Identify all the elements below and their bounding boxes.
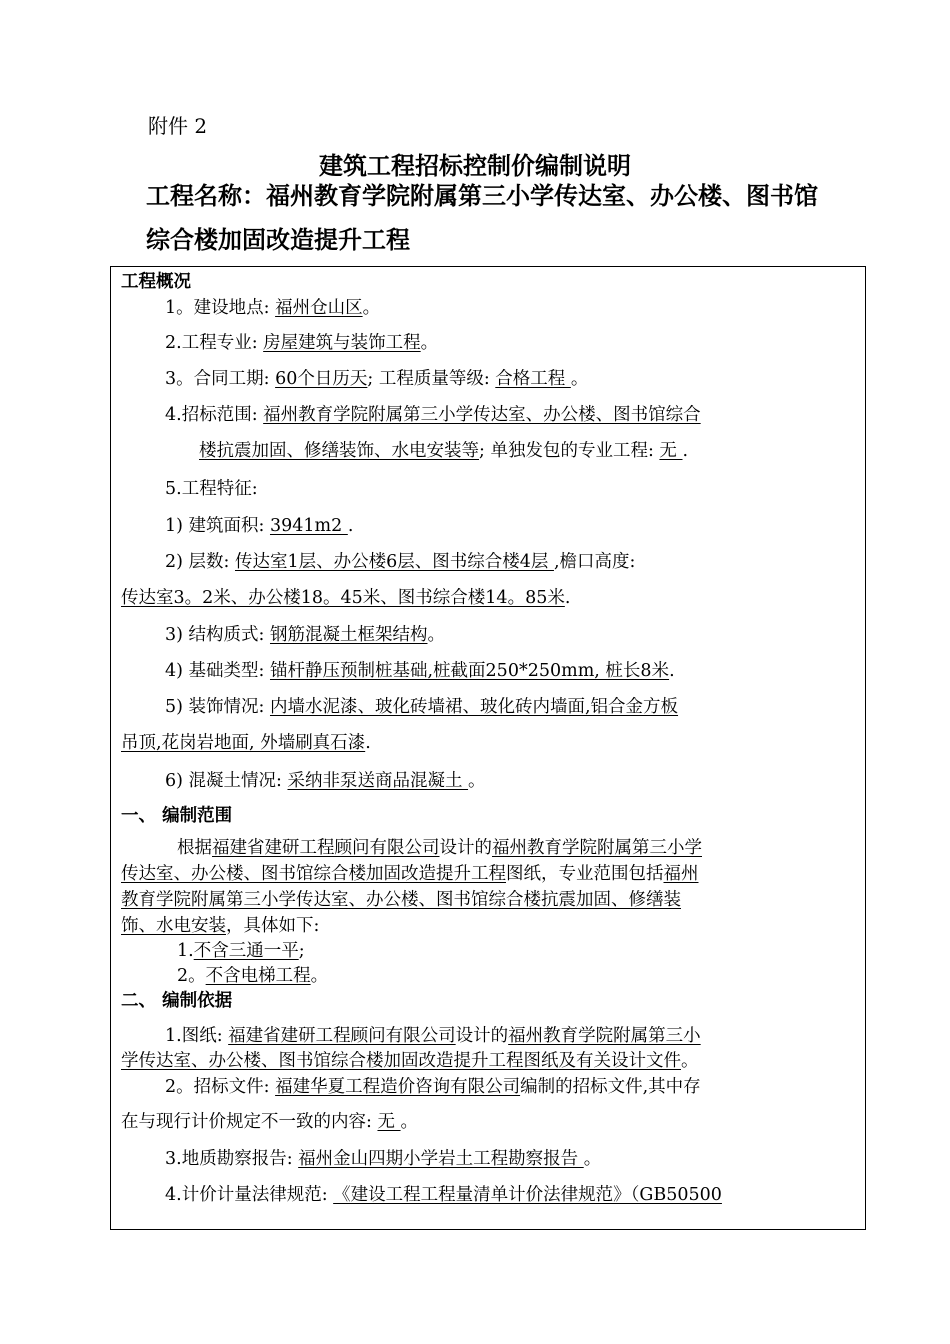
scope-paragraph-line4: 饰、水电安装，具体如下: <box>121 916 320 936</box>
overview-item-features: 5.工程特征: <box>165 479 258 499</box>
basis-drawings-line2: 学传达室、办公楼、图书馆综合楼加固改造提升工程图纸及有关设计文件。 <box>121 1051 699 1071</box>
scope-paragraph-line1: 根据福建省建研工程顾问有限公司设计的福州教育学院附属第三小学 <box>177 838 702 858</box>
scope-heading: 一、 编制范围 <box>121 806 233 826</box>
project-name-value: 福州教育学院附属第三小学传达室、办公楼、图书馆综合楼加固改造提升工程 <box>146 182 818 254</box>
overview-item-discipline: 2.工程专业: 房屋建筑与装饰工程。 <box>165 333 439 353</box>
overview-item-scope-line1: 4.招标范围: 福州教育学院附属第三小学传达室、办公楼、图书馆综合 <box>165 405 701 425</box>
feature-structure: 3) 结构质式: 钢筋混凝土框架结构。 <box>165 625 445 645</box>
content-frame <box>110 266 866 1230</box>
overview-item-scope-line2: 楼抗震加固、修缮装饰、水电安装等; 单独发包的专业工程: 无 . <box>199 441 689 461</box>
overview-item-location: 1。建设地点: 福州仓山区。 <box>165 298 381 318</box>
basis-tender-line1: 2。招标文件: 福建华夏工程造价咨询有限公司编制的招标文件,其中存 <box>165 1077 701 1097</box>
scope-exclusion-1: 1.不含三通一平; <box>177 941 305 961</box>
feature-decoration-line1: 5) 装饰情况: 内墙水泥漆、玻化砖墙裙、玻化砖内墙面,铝合金方板 <box>165 697 679 717</box>
feature-foundation: 4) 基础类型: 锚杆静压预制桩基础,桩截面250*250mm, 桩长8米. <box>165 661 675 681</box>
project-name <box>146 174 836 262</box>
basis-drawings-line1: 1.图纸: 福建省建研工程顾问有限公司设计的福州教育学院附属第三小 <box>165 1026 701 1046</box>
basis-heading: 二、 编制依据 <box>121 991 233 1011</box>
document-title: 建筑工程招标控制价编制说明 <box>319 152 631 180</box>
feature-eaves-height: 传达室3。2米、办公楼18。45米、图书综合楼14。85米. <box>121 588 571 608</box>
feature-floors: 2) 层数: 传达室1层、办公楼6层、图书综合楼4层 ,檐口高度: <box>165 552 636 572</box>
overview-heading: 工程概况 <box>121 272 191 292</box>
project-name-label: 工程名称： <box>146 182 266 210</box>
overview-item-period: 3。合同工期: 60个日历天; 工程质量等级: 合格工程 。 <box>165 369 589 389</box>
basis-pricing-standard: 4.计价计量法律规范: 《建设工程工程量清单计价法律规范》（GB50500 <box>165 1185 722 1205</box>
scope-paragraph-line3: 教育学院附属第三小学传达室、办公楼、图书馆综合楼抗震加固、修缮装 <box>121 890 681 910</box>
feature-area: 1) 建筑面积: 3941m2 . <box>165 516 354 536</box>
feature-concrete: 6) 混凝土情况: 采纳非泵送商品混凝土 。 <box>165 771 486 791</box>
basis-geology-report: 3.地质勘察报告: 福州金山四期小学岩土工程勘察报告 。 <box>165 1149 602 1169</box>
feature-decoration-line2: 吊顶,花岗岩地面, 外墙刷真石漆. <box>121 733 371 753</box>
basis-tender-line2: 在与现行计价规定不一致的内容: 无 。 <box>121 1112 419 1132</box>
attachment-label: 附件 2 <box>148 114 208 138</box>
scope-paragraph-line2: 传达室、办公楼、图书馆综合楼加固改造提升工程图纸，专业范围包括福州 <box>121 864 699 884</box>
scope-exclusion-2: 2。不含电梯工程。 <box>177 966 329 986</box>
